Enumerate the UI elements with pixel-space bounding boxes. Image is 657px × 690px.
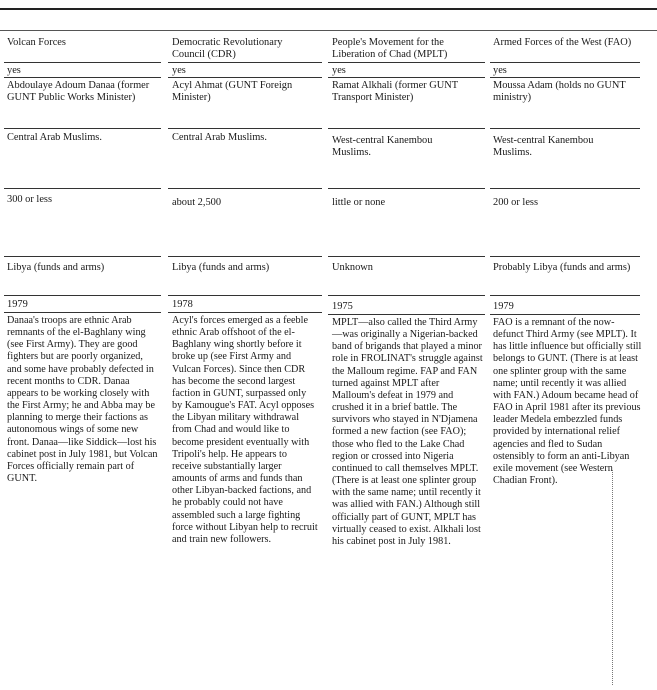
ethnic-base-value: West-central Kanembou Muslims. <box>493 135 594 158</box>
row-divider <box>490 314 640 315</box>
external-support-value: Libya (funds and arms) <box>172 262 270 273</box>
row-divider <box>4 62 161 63</box>
founded-value: 1979 <box>493 301 514 312</box>
row-divider <box>328 256 485 257</box>
row-divider <box>168 77 322 78</box>
row-divider <box>168 256 322 257</box>
description-text: Danaa's troops are ethnic Arab remnants of the el-Baghlany wing (see First Army). They are good fighters but are poorly organized, and some have probably defected in recent months to CDR. Danaa appears to be working closely with the First Army; he and Abba may be planning to merge their factions as autonomous wings of some new front. Danaa—like Siddick—lost his cabinet post in July 1981, but Volcan Forces officially remain part of GUNT. <box>7 315 158 485</box>
row-divider <box>490 128 640 129</box>
ethnic-base-value: Central Arab Muslims. <box>172 132 267 143</box>
strength-value: 200 or less <box>493 197 539 208</box>
description-text: FAO is a remnant of the now-defunct Third Army (see MPLT). It has little influence but officially still belongs to GUNT. (There is at least one splinter group with the same name; until recently it was allied with FAN.) Adoum became head of FAO in April 1981 after its previous leader Medela embezzled funds provided by international relief agencies and fled to Sudan ostensibly to form an anti-Libyan exile movement (see Western Chadian Front). <box>493 317 642 487</box>
row-divider <box>168 128 322 129</box>
founded-value: 1975 <box>332 301 353 312</box>
column-header: People's Movement for the Liberation of Chad (MPLT) <box>332 37 448 60</box>
strength-value: about 2,500 <box>172 197 222 208</box>
row-divider <box>4 128 161 129</box>
row-divider <box>4 256 161 257</box>
row-divider <box>328 295 485 296</box>
row-divider <box>168 62 322 63</box>
external-support-value: Unknown <box>332 262 373 273</box>
column-header: Democratic Revolutionary Council (CDR) <box>172 37 283 60</box>
header-rule <box>0 30 657 31</box>
column-header: Armed Forces of the West (FAO) <box>493 37 632 48</box>
external-support-value: Libya (funds and arms) <box>7 262 105 273</box>
gunt-member-value: yes <box>7 65 21 76</box>
row-divider <box>4 312 161 313</box>
row-divider <box>4 188 161 189</box>
founded-value: 1979 <box>7 299 28 310</box>
row-divider <box>328 128 485 129</box>
top-rule <box>0 8 657 10</box>
description-text: Acyl's forces emerged as a feeble ethnic Arab offshoot of the el-Baghlany wing shortly before it broke up (see First Army and Vulcan Forces). Since then CDR has become the second largest faction in GUNT, surpassed only by Kamougue's FAT. Acyl opposes the Libyan military withdrawal from Chad and would like to become president eventually with Tripoli's help. He appears to receive substantially larger amounts of arms and funds than other Libyan-backed factions, and he probably could not have assembled such a large fighting force without Libyan help to recruit and train new followers. <box>172 315 318 545</box>
description-text: MPLT—also called the Third Army—was originally a Nigerian-backed band of brigands that played a minor role in FROLINAT's struggle against the Malloum regime. FAP and FAN turned against MPLT after Malloum's defeat in 1979 and crushed it in a brief battle. The survivors who stayed in N'Djamena formed a new faction (see FAO); those who fled to the Lake Chad region or crossed into Nigeria continued to call themselves MPLT. (There is at least one splinter group with the same name; until recently it was allied with FAN.) Although still officially part of GUNT, MPLT has virtually ceased to exist. Alkhali lost his cabinet post in July 1981. <box>332 317 483 547</box>
row-divider <box>490 62 640 63</box>
row-divider <box>490 77 640 78</box>
row-divider <box>328 314 485 315</box>
row-divider <box>490 256 640 257</box>
strength-value: little or none <box>332 197 386 208</box>
row-divider <box>328 188 485 189</box>
scan-artifact <box>612 470 613 685</box>
row-divider <box>168 312 322 313</box>
row-divider <box>328 77 485 78</box>
row-divider <box>4 295 161 296</box>
gunt-member-value: yes <box>332 65 346 76</box>
external-support-value: Probably Libya (funds and arms) <box>493 262 631 273</box>
row-divider <box>328 62 485 63</box>
row-divider <box>168 295 322 296</box>
gunt-member-value: yes <box>493 65 507 76</box>
ethnic-base-value: Central Arab Muslims. <box>7 132 102 143</box>
founded-value: 1978 <box>172 299 193 310</box>
strength-value: 300 or less <box>7 194 53 205</box>
leader-value: Moussa Adam (holds no GUNT ministry) <box>493 80 626 103</box>
row-divider <box>4 77 161 78</box>
row-divider <box>490 188 640 189</box>
leader-value: Acyl Ahmat (GUNT Foreign Minister) <box>172 80 293 103</box>
leader-value: Ramat Alkhali (former GUNT Transport Minister) <box>332 80 458 103</box>
ethnic-base-value: West-central Kanembou Muslims. <box>332 135 433 158</box>
column-header: Volcan Forces <box>7 37 66 48</box>
leader-value: Abdoulaye Adoum Danaa (former GUNT Public Works Minister) <box>7 80 150 103</box>
row-divider <box>168 188 322 189</box>
gunt-member-value: yes <box>172 65 186 76</box>
row-divider <box>490 295 640 296</box>
